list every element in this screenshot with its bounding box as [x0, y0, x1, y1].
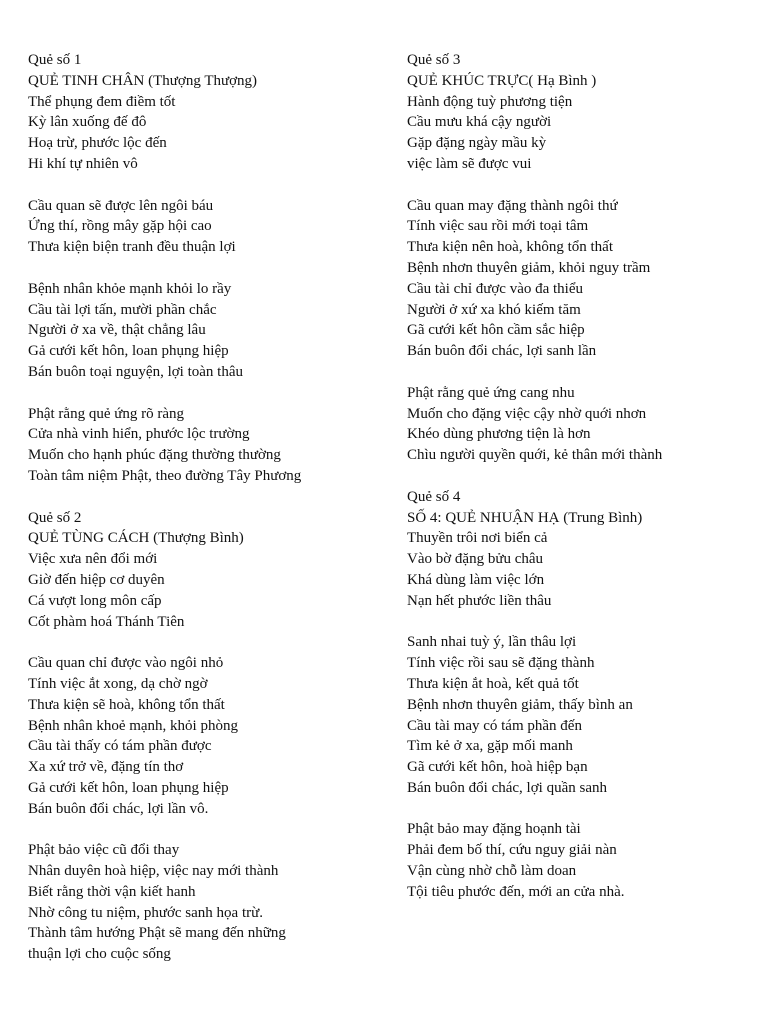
verse-line: Cá vượt long môn cấp	[28, 592, 162, 609]
verse-line: Cầu tài thấy có tám phần được	[28, 738, 212, 755]
section-number: Quẻ số 3	[407, 52, 461, 68]
verse-line: Nhờ công tu niệm, phước sanh họa trừ.	[28, 904, 263, 921]
verse-line: Tính việc sau rồi mới toại tâm	[407, 218, 589, 235]
verse-block	[28, 840, 378, 965]
verse-line: Cầu mưu khá cậy người	[407, 114, 552, 131]
verse-line: Người ở xa về, thật chẳng lâu	[28, 322, 206, 339]
verse-line: Phật bảo việc cũ đổi thay	[28, 842, 180, 859]
verse-line: Giờ đến hiệp cơ duyên	[28, 571, 165, 588]
verse-line: Cốt phàm hoá Thánh Tiên	[28, 613, 185, 630]
section-title: QUẺ KHÚC TRỰC( Hạ Bình )	[407, 72, 597, 89]
section-title: QUẺ TÙNG CÁCH (Thượng Bình)	[28, 530, 244, 547]
verse-line: Bán buôn đổi chác, lợi lần vô.	[28, 800, 209, 817]
section-header	[407, 50, 757, 175]
verse-line: Khéo dùng phương tiện là hơn	[407, 426, 591, 443]
verse-line: Cửa nhà vinh hiển, phước lộc trường	[28, 426, 250, 443]
verse-line: Sanh nhai tuỳ ý, lần thâu lợi	[407, 634, 577, 651]
verse-line: Bệnh nhơn thuyên giảm, thấy bình an	[407, 696, 633, 713]
verse-line: Thưa kiện sẽ hoà, không tổn thất	[28, 696, 225, 713]
verse-line: Bán buôn toại nguyện, lợi toàn thâu	[28, 363, 243, 380]
verse-block	[407, 819, 757, 902]
verse-line: Người ở xứ xa khó kiếm tăm	[407, 301, 581, 318]
verse-line: Thưa kiện nên hoà, không tổn thất	[407, 239, 614, 256]
verse-line: Cầu quan sẽ được lên ngôi báu	[28, 197, 214, 214]
verse-line: Kỳ lân xuống đế đô	[28, 114, 147, 131]
verse-line: thuận lợi cho cuộc sống	[28, 946, 171, 963]
verse-line: Nạn hết phước liền thâu	[407, 592, 552, 609]
verse-line: Bệnh nhơn thuyên giảm, khỏi nguy trầm	[407, 259, 651, 276]
verse-line: Vào bờ đặng bửu châu	[407, 551, 544, 568]
section-number: Quẻ số 1	[28, 52, 82, 68]
left-column	[28, 50, 378, 986]
verse-block	[407, 632, 757, 798]
verse-line: Phải đem bố thí, cứu nguy giải nàn	[407, 842, 617, 859]
verse-line: Cầu tài may có tám phần đến	[407, 717, 582, 734]
verse-line: Bệnh nhân khoẻ mạnh, khỏi phòng	[28, 717, 238, 734]
fortune-section	[28, 50, 378, 487]
verse-line: Việc xưa nên đổi mới	[28, 551, 158, 568]
verse-line: Thuyền trôi nơi biển cả	[407, 530, 548, 547]
verse-line: Tính việc rồi sau sẽ đặng thành	[407, 655, 595, 672]
section-header	[28, 50, 378, 175]
section-title: SỐ 4: QUẺ NHUẬN HẠ (Trung Bình)	[407, 509, 643, 526]
verse-line: Phật rằng quẻ ứng rõ ràng	[28, 405, 185, 422]
verse-line: Gả cưới kết hôn, loan phụng hiệp	[28, 343, 229, 360]
verse-line: Toàn tâm niệm Phật, theo đường Tây Phương	[28, 467, 302, 484]
verse-line: Gã cưới kết hôn cầm sắc hiệp	[407, 322, 585, 339]
verse-line: Biết rằng thời vận kiết hanh	[28, 883, 196, 900]
fortune-section	[28, 508, 378, 966]
verse-line: Tính việc ắt xong, dạ chờ ngờ	[28, 675, 208, 692]
verse-line: Tội tiêu phước đến, mới an cửa nhà.	[407, 883, 625, 900]
section-title: QUẺ TINH CHÂN (Thượng Thượng)	[28, 72, 258, 89]
fortune-section	[407, 487, 757, 903]
verse-line: Khá dùng làm việc lớn	[407, 571, 545, 588]
verse-line: Nhân duyên hoà hiệp, việc nay mới thành	[28, 863, 279, 880]
verse-line: Hành động tuỳ phương tiện	[407, 93, 573, 110]
verse-line: Ứng thí, rồng mây gặp hội cao	[28, 218, 212, 235]
verse-line: Gả cưới kết hôn, loan phụng hiệp	[28, 779, 229, 796]
verse-line: Cầu tài lợi tấn, mười phần chắc	[28, 301, 217, 318]
verse-line: Gặp đặng ngày mầu kỳ	[407, 135, 547, 152]
verse-block	[28, 279, 378, 383]
verse-block	[28, 404, 378, 487]
verse-line: Tìm kẻ ở xa, gặp mối manh	[407, 738, 573, 755]
verse-block	[407, 383, 757, 466]
verse-line: Vận cùng nhờ chỗ làm doan	[407, 863, 577, 880]
verse-line: Thưa kiện ắt hoà, kết quả tốt	[407, 675, 579, 692]
verse-block	[28, 653, 378, 819]
section-header	[407, 487, 757, 612]
verse-line: Bán buôn đổi chác, lợi quần sanh	[407, 779, 607, 796]
verse-line: Cầu tài chỉ được vào đa thiểu	[407, 280, 584, 297]
verse-line: Cầu quan chỉ được vào ngôi nhỏ	[28, 655, 224, 672]
right-column	[407, 50, 757, 923]
section-header	[28, 508, 378, 633]
fortune-section	[407, 50, 757, 466]
verse-line: Chìu người quyền quới, kẻ thân mới thành	[407, 447, 663, 464]
verse-line: Bệnh nhân khỏe mạnh khỏi lo rầy	[28, 280, 232, 297]
verse-line: Thưa kiện biện tranh đều thuận lợi	[28, 239, 236, 256]
verse-line: Thể phụng đem điềm tốt	[28, 93, 176, 110]
verse-line: Hi khí tự nhiên vô	[28, 155, 138, 172]
verse-line: Muốn cho đặng việc cậy nhờ quới nhơn	[407, 405, 647, 422]
verse-line: Muốn cho hạnh phúc đặng thường thường	[28, 447, 281, 464]
verse-line: Thành tâm hướng Phật sẽ mang đến những	[28, 925, 286, 942]
verse-line: việc làm sẽ được vui	[407, 155, 532, 172]
verse-line: Phật rằng quẻ ứng cang nhu	[407, 384, 575, 401]
verse-line: Bán buôn đổi chác, lợi sanh lần	[407, 343, 597, 360]
verse-line: Hoạ trừ, phước lộc đến	[28, 135, 167, 152]
verse-line: Cầu quan may đặng thành ngôi thứ	[407, 197, 618, 214]
section-number: Quẻ số 4	[407, 488, 461, 505]
verse-block	[28, 196, 378, 258]
verse-block	[407, 196, 757, 362]
verse-line: Phật bảo may đặng hoạnh tài	[407, 821, 581, 838]
verse-line: Gã cưới kết hôn, hoà hiệp bạn	[407, 759, 588, 776]
verse-line: Xa xứ trở về, đặng tín thơ	[28, 759, 184, 776]
section-number: Quẻ số 2	[28, 509, 82, 526]
